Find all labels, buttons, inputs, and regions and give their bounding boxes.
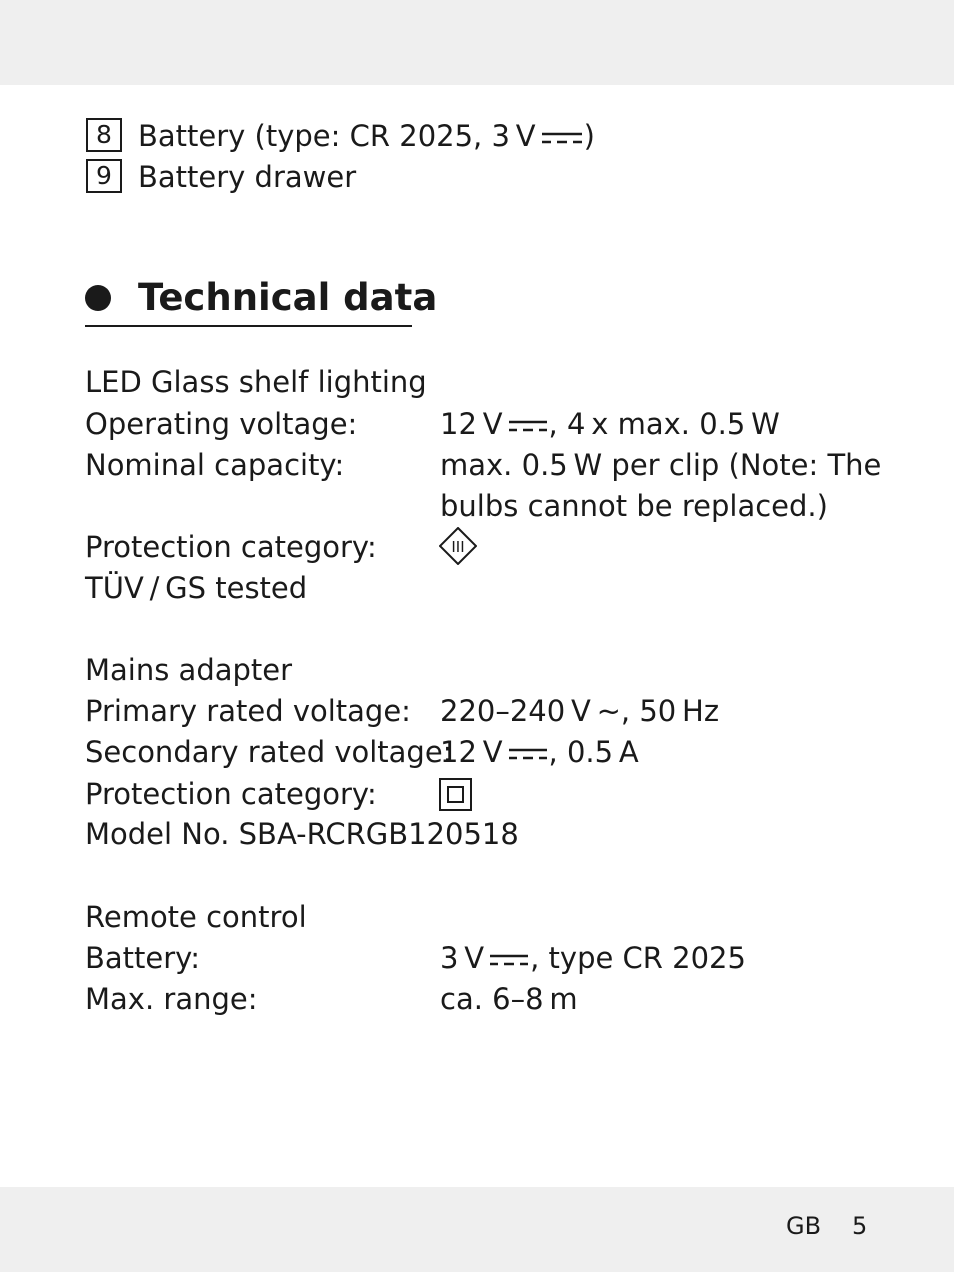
remote-battery-volts: 3 V bbox=[440, 941, 485, 975]
operating-voltage-label: Operating voltage: bbox=[85, 407, 358, 441]
max-range-label: Max. range: bbox=[85, 982, 258, 1016]
secondary-voltage-rest: , 0.5 A bbox=[548, 735, 639, 769]
secondary-voltage-volts: 12 V bbox=[440, 735, 503, 769]
secondary-voltage-label: Secondary rated voltage: bbox=[85, 735, 453, 769]
footer-language: GB bbox=[786, 1212, 822, 1240]
section-heading bbox=[85, 276, 438, 327]
protection-class-ii-icon bbox=[439, 778, 472, 811]
dc-current-icon bbox=[490, 953, 528, 967]
remote-battery-value bbox=[440, 941, 746, 975]
protection-class-iii-icon bbox=[439, 527, 477, 565]
primary-voltage-value: 220–240 V ~, 50 Hz bbox=[440, 694, 720, 728]
model-number: Model No. SBA-RCRGB120518 bbox=[85, 817, 519, 851]
part-number-9: 9 bbox=[86, 159, 122, 193]
operating-voltage-volts: 12 V bbox=[440, 407, 503, 441]
part-label-text: Battery (type: CR 2025, 3 V bbox=[138, 119, 536, 153]
part-label-battery bbox=[138, 119, 595, 153]
remote-heading: Remote control bbox=[85, 900, 307, 934]
dc-current-icon bbox=[542, 131, 582, 145]
adapter-protection-label: Protection category: bbox=[85, 777, 377, 811]
max-range-value: ca. 6–8 m bbox=[440, 982, 578, 1016]
top-band bbox=[0, 0, 954, 85]
operating-voltage-rest: , 4 x max. 0.5 W bbox=[548, 407, 780, 441]
tuv-gs-tested: TÜV / GS tested bbox=[85, 571, 308, 605]
part-label-battery-drawer: Battery drawer bbox=[138, 160, 357, 194]
part-label-close: ) bbox=[583, 119, 595, 153]
remote-battery-label: Battery: bbox=[85, 941, 200, 975]
led-heading: LED Glass shelf lighting bbox=[85, 365, 427, 399]
nominal-capacity-value-line2: bulbs cannot be replaced.) bbox=[440, 489, 828, 523]
nominal-capacity-label: Nominal capacity: bbox=[85, 448, 345, 482]
dc-current-icon bbox=[509, 419, 547, 433]
led-protection-label: Protection category: bbox=[85, 530, 377, 564]
part-number-8: 8 bbox=[86, 118, 122, 152]
remote-battery-rest: , type CR 2025 bbox=[530, 941, 746, 975]
primary-voltage-label: Primary rated voltage: bbox=[85, 694, 411, 728]
secondary-voltage-value bbox=[440, 735, 639, 769]
operating-voltage-value bbox=[440, 407, 780, 441]
adapter-heading: Mains adapter bbox=[85, 653, 293, 687]
bullet-icon bbox=[85, 285, 111, 311]
page-number: 5 bbox=[852, 1212, 868, 1240]
nominal-capacity-value-line1: max. 0.5 W per clip (Note: The bbox=[440, 448, 882, 482]
section-title: Technical data bbox=[138, 276, 438, 319]
protection-class-iii-text: III bbox=[451, 538, 465, 556]
dc-current-icon bbox=[509, 747, 547, 761]
